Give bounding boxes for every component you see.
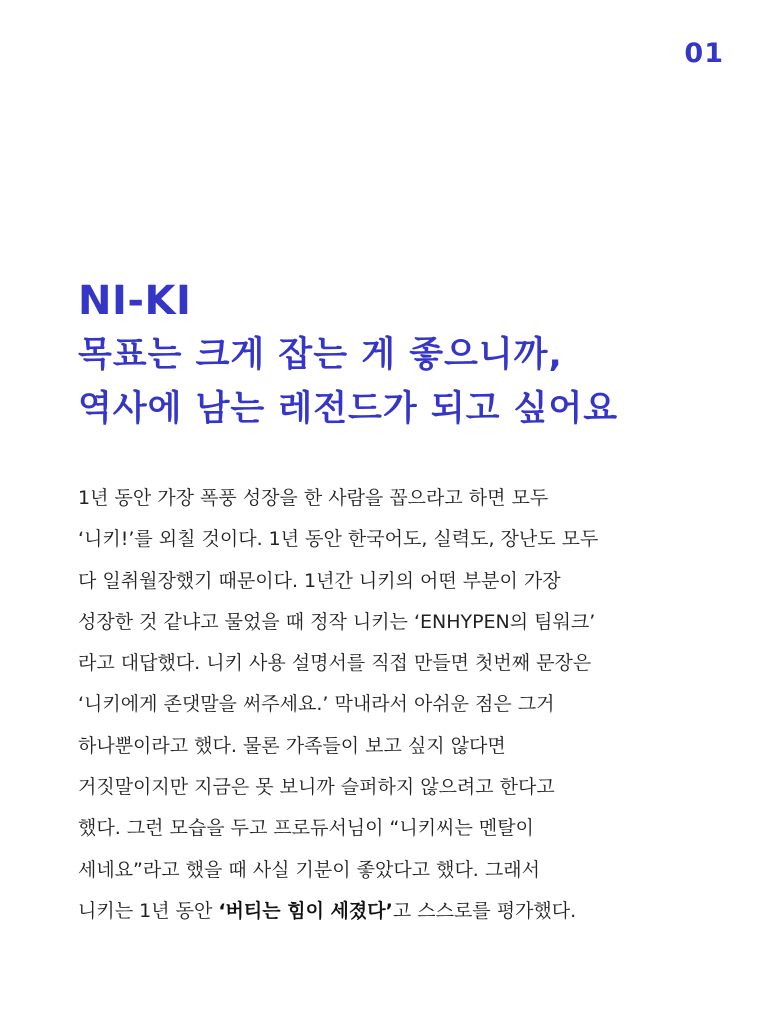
headline-line-2: 역사에 남는 레전드가 되고 싶어요 bbox=[78, 389, 619, 429]
page-number: 01 bbox=[684, 38, 724, 69]
emphasis-quote: ‘버티는 힘이 세졌다’ bbox=[218, 899, 393, 922]
body-line: 성장한 것 같냐고 물었을 때 정작 니키는 ‘ENHYPEN의 팀워크’ bbox=[78, 610, 596, 633]
body-line: 거짓말이지만 지금은 못 보니까 슬퍼하지 않으려고 한다고 bbox=[78, 776, 555, 799]
body-line: 하나뿐이라고 했다. 물론 가족들이 보고 싶지 않다면 bbox=[78, 734, 506, 757]
member-name: NI-KI bbox=[78, 278, 192, 324]
article-body bbox=[78, 478, 718, 932]
headline-line-1: 목표는 크게 잡는 게 좋으니까, bbox=[78, 335, 563, 375]
body-line: ‘니키에게 존댓말을 써주세요.’ 막내라서 아쉬운 점은 그거 bbox=[78, 693, 555, 716]
body-text-after: 고 스스로를 평가했다. bbox=[392, 899, 577, 922]
article-heading bbox=[78, 274, 738, 436]
body-line: 했다. 그런 모습을 두고 프로듀서님이 “니키씨는 멘탈이 bbox=[78, 817, 534, 840]
body-text-before: 니키는 1년 동안 bbox=[78, 899, 219, 922]
body-line: 라고 대답했다. 니키 사용 설명서를 직접 만들면 첫번째 문장은 bbox=[78, 652, 592, 675]
body-line: 1년 동안 가장 폭풍 성장을 한 사람을 꼽으라고 하면 모두 bbox=[78, 487, 549, 509]
body-line: 다 일취월장했기 때문이다. 1년간 니키의 어떤 부분이 가장 bbox=[78, 569, 561, 592]
body-last-line bbox=[78, 891, 718, 932]
body-line: ‘니키!’를 외칠 것이다. 1년 동안 한국어도, 실력도, 장난도 모두 bbox=[78, 528, 599, 551]
body-line: 세네요”라고 했을 때 사실 기분이 좋았다고 했다. 그래서 bbox=[78, 858, 540, 881]
